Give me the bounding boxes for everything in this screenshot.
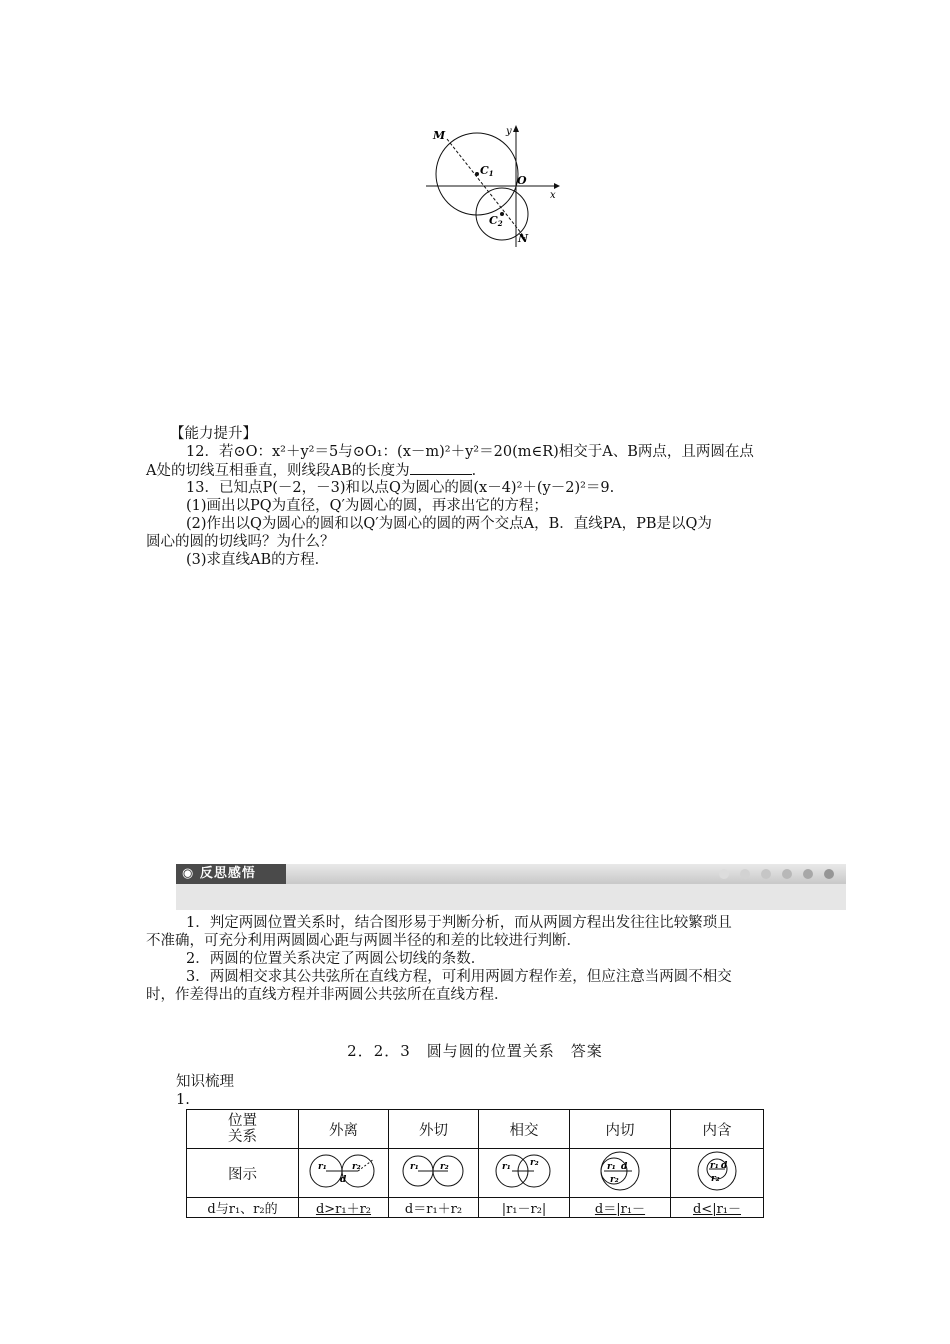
q13-part2-line1: (2)作出以Q为圆心的圆和以Q′为圆心的圆的两个交点A，B．直线PA，PB是以Q为	[186, 516, 712, 532]
banner-lower	[176, 884, 846, 910]
item-number: 1.	[176, 1092, 190, 1108]
svg-text:r₁: r₁	[502, 1162, 511, 1172]
x-axis-arrow	[554, 183, 560, 189]
table-cell: d＝|r₁－	[570, 1198, 671, 1218]
circles-figure	[420, 122, 560, 247]
reflection-3-line2: 时，作差得出的直线方程并非两圆公共弦所在直线方程．	[146, 987, 509, 1003]
reflection-1-line1: 1．判定两圆位置关系时，结合图形易于判断分析，而从两圆方程出发往往比较繁琐且	[186, 915, 732, 931]
diagram-internal-tangent	[580, 1149, 660, 1193]
table-row	[187, 1110, 764, 1149]
svg-text:r₁: r₁	[607, 1162, 616, 1172]
svg-text:d: d	[721, 1161, 728, 1171]
table-cell: d>r₁＋r₂	[299, 1198, 389, 1218]
q13-part1: (1)画出以PQ为直径，Q′为圆心的圆，再求出它的方程；	[186, 498, 548, 514]
label-n: N	[518, 232, 529, 245]
diagram-cell	[299, 1149, 389, 1198]
relation-table	[186, 1109, 764, 1218]
reflection-1-line2: 不准确，可充分利用两圆圆心距与两圆半径的和差的比较进行判断．	[146, 933, 581, 949]
reflection-2: 2．两圆的位置关系决定了两圆公切线的条数．	[186, 951, 486, 967]
reflection-3-line1: 3．两圆相交求其公共弦所在直线方程，可利用两圆方程作差，但应注意当两圆不相交	[186, 969, 732, 985]
diagram-contained	[677, 1149, 757, 1193]
header-cell: 内含	[671, 1110, 764, 1149]
knowledge-heading: 知识梳理	[176, 1074, 234, 1090]
header-cell: 外切	[389, 1110, 479, 1149]
header-cell: 相交	[479, 1110, 570, 1149]
label-y: y	[506, 126, 512, 137]
header-cell: 内切	[570, 1110, 671, 1149]
section-ability: 【能力提升】	[170, 426, 257, 442]
q13-part3: (3)求直线AB的方程．	[186, 552, 330, 568]
table-row	[187, 1149, 764, 1198]
banner-dot	[782, 869, 792, 879]
svg-text:d: d	[339, 1175, 346, 1185]
diagram-cell	[570, 1149, 671, 1198]
banner-label: ◉ 反思感悟	[176, 864, 286, 884]
label-m: M	[433, 129, 446, 142]
table-cell: d与r₁、r₂的	[187, 1198, 299, 1218]
y-axis-arrow	[513, 125, 519, 132]
svg-text:r₂: r₂	[351, 1162, 361, 1172]
diagram-cell	[479, 1149, 570, 1198]
reflection-banner	[176, 864, 846, 910]
svg-text:d: d	[621, 1162, 628, 1172]
label-x: x	[550, 190, 556, 201]
q12-line2-end: ．	[471, 463, 487, 479]
center-c2	[500, 212, 504, 216]
center-c1	[475, 172, 479, 176]
svg-text:r₁: r₁	[409, 1162, 419, 1172]
diameter-mn	[447, 139, 525, 238]
svg-text:r₂: r₂	[711, 1174, 720, 1184]
svg-text:r₂: r₂	[610, 1175, 619, 1185]
diagram-separate	[304, 1149, 384, 1193]
header-cell: 位置 关系	[187, 1110, 299, 1149]
header-cell: 外离	[299, 1110, 389, 1149]
table-cell: d＝r₁＋r₂	[389, 1198, 479, 1218]
q13-line1: 13．已知点P(－2，－3)和以点Q为圆心的圆(x－4)²＋(y－2)²＝9.	[186, 480, 615, 496]
svg-text:r₁: r₁	[317, 1162, 327, 1172]
table-row	[187, 1198, 764, 1218]
diagram-cell	[671, 1149, 764, 1198]
banner-dot	[761, 869, 771, 879]
label-c2: C2	[489, 214, 503, 228]
banner-dot	[719, 869, 729, 879]
table-cell: |r₁－r₂|	[479, 1198, 570, 1218]
q12-line2-text: A处的切线互相垂直，则线段AB的长度为	[146, 463, 410, 479]
diagram-intersect	[484, 1149, 564, 1193]
label-o: O	[517, 174, 527, 187]
svg-text:r₁: r₁	[710, 1161, 719, 1171]
diagram-external-tangent	[394, 1149, 474, 1193]
q12-line2	[146, 461, 486, 480]
diagram-cell	[389, 1149, 479, 1198]
banner-dot	[803, 869, 813, 879]
answer-blank[interactable]	[410, 461, 472, 475]
label-c1: C1	[480, 164, 494, 178]
q12-line1: 12．若⊙O：x²＋y²＝5与⊙O₁：(x－m)²＋y²＝20(m∈R)相交于A、B两点，且两圆在点	[186, 444, 754, 460]
svg-text:r₂: r₂	[530, 1158, 539, 1168]
banner-dot	[824, 869, 834, 879]
answer-title: 2．2．3 圆与圆的位置关系 答案	[347, 1042, 603, 1060]
svg-text:r₂: r₂	[439, 1162, 449, 1172]
q13-part2-line2: 圆心的圆的切线吗？为什么？	[146, 534, 335, 550]
table-cell: d<|r₁－	[671, 1198, 764, 1218]
diagram-label: 图示	[187, 1149, 299, 1198]
banner-dot	[740, 869, 750, 879]
